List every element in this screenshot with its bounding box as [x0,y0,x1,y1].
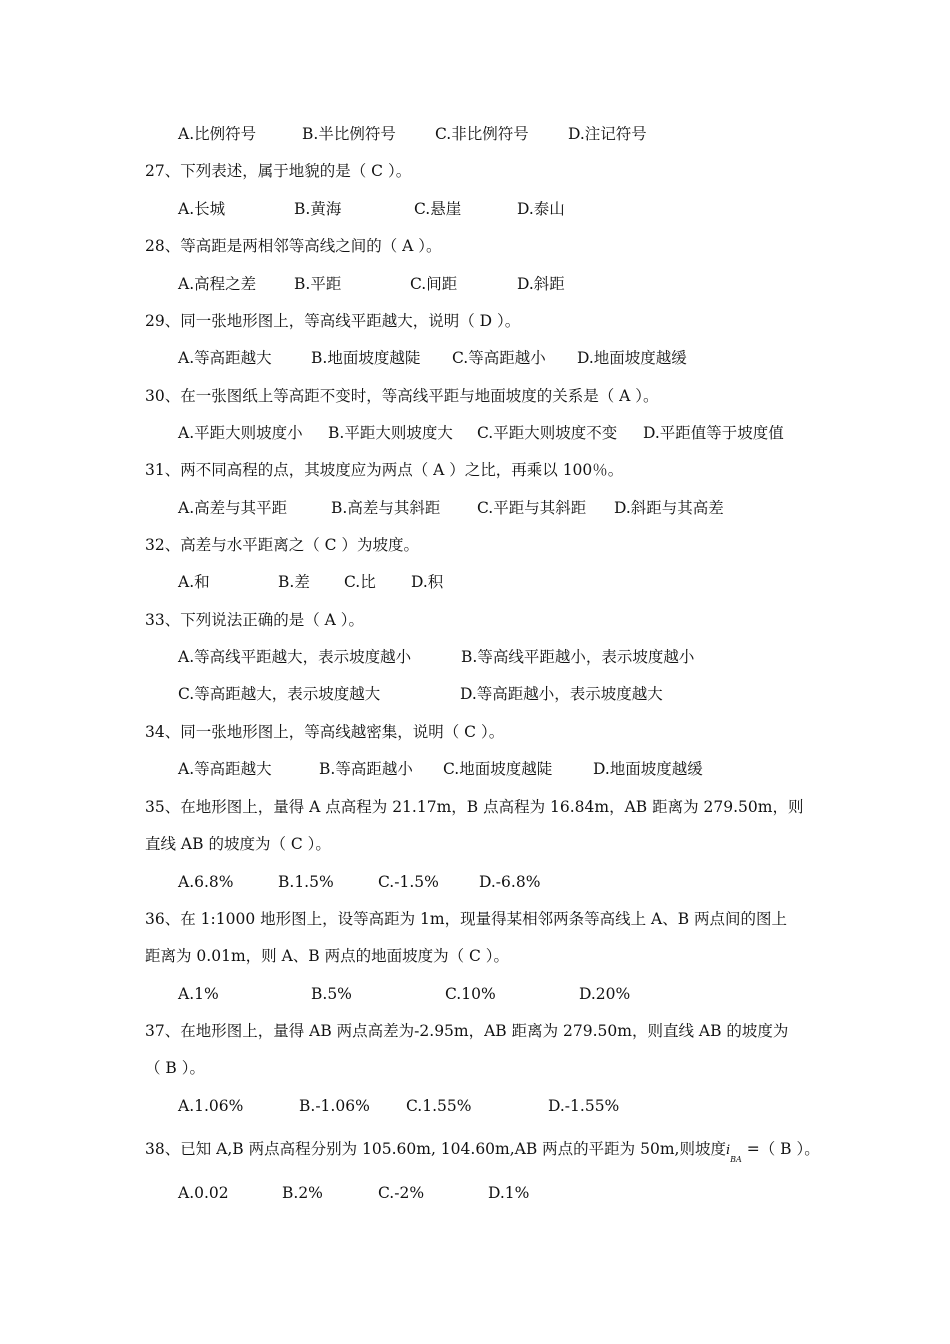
question-35: 35、在地形图上，量得 A 点高程为 21.17m，B 点高程为 16.84m，AB 距离为 279.50m，则 [145,798,804,816]
option-a[interactable]: A.等高距越大 [178,349,272,367]
option-a[interactable]: A.1.06% [178,1097,244,1115]
option-c[interactable]: C.-1.5% [378,873,439,891]
option-c[interactable]: C.-2% [378,1184,425,1202]
question-31: 31、两不同高程的点，其坡度应为两点（ A ）之比，再乘以 100％。 [145,461,624,479]
option-c[interactable]: C.平距与其斜距 [477,499,587,517]
question-37: 37、在地形图上，量得 AB 两点高差为-2.95m，AB 距离为 279.50m，则直线 AB 的坡度为 [145,1022,789,1040]
slope-symbol: $i_{BA}$ [725,1143,742,1164]
option-b[interactable]: B.5% [311,985,352,1003]
question-37-cont: （ B ）。 [145,1059,205,1077]
question-33: 33、下列说法正确的是（ A ）。 [145,611,365,629]
option-d[interactable]: D.20% [579,985,631,1003]
question-38 [145,1139,820,1162]
option-b[interactable]: B.半比例符号 [302,125,396,143]
option-c[interactable]: C.10% [445,985,496,1003]
option-d[interactable]: D.-6.8% [479,873,541,891]
option-d[interactable]: D.地面坡度越缓 [577,349,687,367]
option-a[interactable]: A.等高线平距越大，表示坡度越小 [178,648,412,666]
option-a[interactable]: A.1% [178,985,219,1003]
option-d[interactable]: D.平距值等于坡度值 [643,424,784,442]
question-36-cont: 距离为 0.01m，则 A、B 两点的地面坡度为（ C ）。 [145,947,510,965]
option-a[interactable]: A.高程之差 [178,275,257,293]
option-b[interactable]: B.等高距越小 [319,760,413,778]
option-b[interactable]: B.地面坡度越陡 [311,349,421,367]
option-d[interactable]: D.积 [411,573,444,591]
option-a[interactable]: A.0.02 [178,1184,229,1202]
option-d[interactable]: D.1% [488,1184,530,1202]
slope-subscript: BA [730,1155,742,1164]
option-c[interactable]: C.非比例符号 [435,125,529,143]
option-b[interactable]: B.2% [282,1184,323,1202]
question-34: 34、同一张地形图上，等高线越密集，说明（ C ）。 [145,723,505,741]
question-35-cont: 直线 AB 的坡度为（ C ）。 [145,835,331,853]
option-c[interactable]: C.等高距越小 [452,349,546,367]
question-28: 28、等高距是两相邻等高线之间的（ A ）。 [145,237,442,255]
option-d[interactable]: D.-1.55% [548,1097,620,1115]
option-b[interactable]: B.高差与其斜距 [331,499,441,517]
option-b[interactable]: B.黄海 [294,200,342,218]
option-d[interactable]: D.斜距与其高差 [614,499,724,517]
option-c[interactable]: C.地面坡度越陡 [443,760,553,778]
question-27: 27、下列表述，属于地貌的是（ C ）。 [145,162,412,180]
option-b[interactable]: B.等高线平距越小，表示坡度越小 [461,648,695,666]
option-b[interactable]: B.1.5% [278,873,334,891]
option-c[interactable]: C.间距 [410,275,458,293]
option-a[interactable]: A.比例符号 [178,125,257,143]
option-b[interactable]: B.-1.06% [299,1097,370,1115]
option-c[interactable]: C.平距大则坡度不变 [477,424,618,442]
option-d[interactable]: D.地面坡度越缓 [593,760,703,778]
question-36: 36、在 1:1000 地形图上，设等高距为 1m，现量得某相邻两条等高线上 A、B 两点间的图上 [145,910,788,928]
option-c[interactable]: C.等高距越大，表示坡度越大 [178,685,381,703]
question-38-tail: =（ B ）。 [741,1140,820,1158]
option-d[interactable]: D.泰山 [517,200,565,218]
option-a[interactable]: A.高差与其平距 [178,499,288,517]
option-a[interactable]: A.平距大则坡度小 [178,424,303,442]
option-a[interactable]: A.和 [178,573,210,591]
option-c[interactable]: C.悬崖 [414,200,462,218]
option-b[interactable]: B.差 [278,573,310,591]
option-b[interactable]: B.平距 [294,275,342,293]
option-d[interactable]: D.等高距越小，表示坡度越大 [460,685,663,703]
question-32: 32、高差与水平距离之（ C ）为坡度。 [145,536,419,554]
option-a[interactable]: A.长城 [178,200,226,218]
option-d[interactable]: D.注记符号 [568,125,647,143]
option-a[interactable]: A.等高距越大 [178,760,272,778]
question-29: 29、同一张地形图上，等高线平距越大，说明（ D ）。 [145,312,521,330]
option-c[interactable]: C.比 [344,573,376,591]
option-c[interactable]: C.1.55% [406,1097,472,1115]
question-30: 30、在一张图纸上等高距不变时，等高线平距与地面坡度的关系是（ A ）。 [145,387,659,405]
question-38-text: 38、已知 A,B 两点高程分别为 105.60m, 104.60m,AB 两点的平距为 50m,则坡度 [145,1140,726,1158]
option-d[interactable]: D.斜距 [517,275,565,293]
option-a[interactable]: A.6.8% [178,873,234,891]
option-b[interactable]: B.平距大则坡度大 [328,424,453,442]
